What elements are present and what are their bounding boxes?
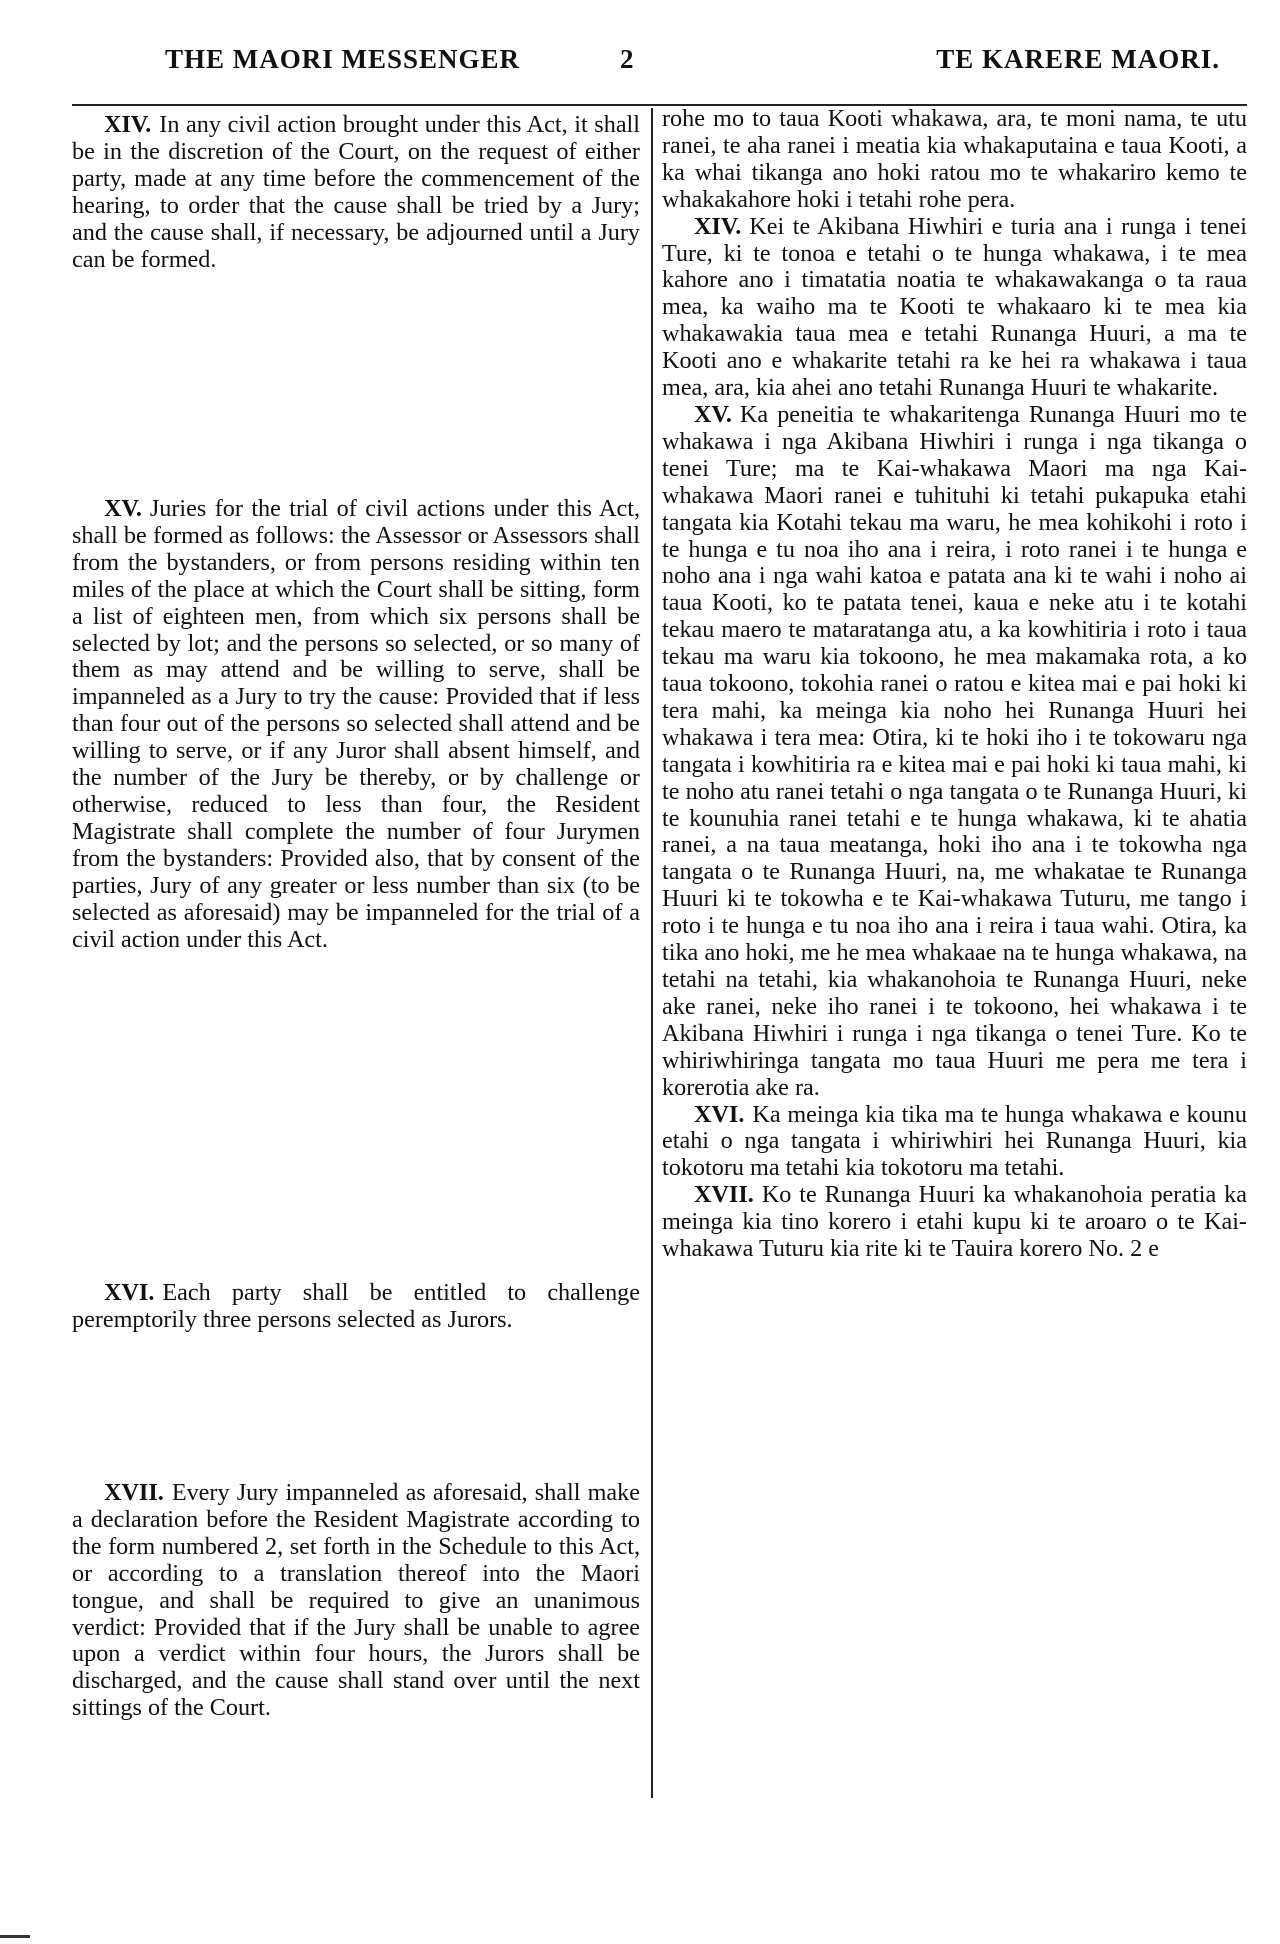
section-text: Every Jury impanneled as aforesaid, shall make a declaration before the Resident Magistrate according to the form numbered 2, set forth in the Schedule to this Act, or according to a translation thereof into the Maori tongue, and shall be required to give an unanimous verdict: Provided that if the Jury shall be unable to agree upon a verdict within four hours, the Jurors shall be discharged, and the cause shall stand over until the next sittings of the Court. xyxy=(72,1479,640,1722)
masthead-title-maori: TE KARERE MAORI. xyxy=(936,44,1220,74)
section-number: XVI. xyxy=(694,1100,745,1128)
masthead-title-english: THE MAORI MESSENGER xyxy=(165,44,521,74)
english-section-xvii xyxy=(72,1480,640,1722)
section-text: Ka meinga kia tika ma te hunga whakawa e kounu etahi o nga tangata i whiriwhiri hei Runanga Huuri, kia tokotoru ma tetahi kia tokotoru ma tetahi. xyxy=(662,1100,1247,1182)
maori-continuation: rohe mo to taua Kooti whakawa, ara, te moni nama, te utu ranei, te aha ranei i meatia kia whakaputaina e taua Kooti, a ka whai tikanga ano hoki ratou mo te whakariro kemo te whakakahore hoki i tetahi rohe pera. xyxy=(662,105,1247,213)
english-section-xvi xyxy=(72,1280,640,1334)
section-number: XIV. xyxy=(694,212,742,240)
section-text: Kei te Akibana Hiwhiri e turia ana i runga i tenei Ture, ki te tonoa e tetahi o te hunga whakawa, i te mea kahore ano i timatatia noatia te whakawakanga o ta raua mea, ka waiho ma te Kooti te whakaaro ki te mea kia whakawakia taua mea e tetahi Runanga Huuri, a ma te Kooti ano e whakarite tetahi ra ke hei ra whakawa i taua mea, ara, kia ahei ano tetahi Runanga Huuri te whakarite. xyxy=(662,212,1247,402)
section-number: XVII. xyxy=(104,1479,164,1506)
section-number: XV. xyxy=(104,495,142,522)
section-text: Juries for the trial of civil actions under this Act, shall be formed as follows: the Assessor or Assessors shall from the bystanders, or from persons residing within ten miles of the place at which the Court shall be sitting, form a list of eighteen men, from which six persons shall be selected by lot; and the persons so selected, or so many of them as may attend and be willing to serve, shall be impanneled as a Jury to try the cause: Provided that if less than four out of the persons so selected shall attend and be willing to serve, or if any Juror shall absent himself, and the number of the Jury be thereby, or by challenge or otherwise, reduced to less than four, the Resident Magistrate shall complete the number of four Jurymen from the bystanders: Provided also, that by consent of the parties, Jury of any greater or less number than six (to be selected as aforesaid) may be impanneled for the trial of a civil action under this Act. xyxy=(72,495,640,953)
section-text: Ka peneitia te whakaritenga Runanga Huuri mo te whakawa i nga Akibana Hiwhiri i runga i nga tikanga o tenei Ture; ma te Kai-whakawa Maori ma nga Kai-whakawa Maori ranei e tuhituhi ki tetahi pukapuka etahi tangata kia Kotahi tekau ma waru, he mea kohikohi i roto i te hunga e tu noa iho ana i reira, i roto ranei i te hunga e noho ana i nga wahi katoa e patata ana ki te wahi i noho ai taua Kooti, ko te patata tenei, kaua e neke atu i te kotahi tekau maero te mataratanga atu, a ka kowhitiria i roto i taua tekau ma waru kia tokoono, he mea makamaka rota, a ko taua tokoono, tokohia ranei o ratou e kitea mai e pai hoki ki tera mahi, ka meinga kia noho hei Runanga Huuri hei whakawa i tera mea: Otira, ki te hoki iho i te tokowaru nga tangata i kowhitiria ra e kitea mai e pai hoki ki taua mahi, ki te noho atu ranei tetahi o nga tangata o te Runanga Huuri, ki te kounuhia ranei tetahi e te hunga whakawa, ki te ahatia ranei, a na taua meatanga, hoki iho ana i te tokowha nga tangata o te Runanga Huuri, na, me whakatae te Runanga Huuri ki te tokowha e te Kai-whakawa Tuturu, me tango i roto i te hunga e tu noa iho ana i reira i taua wahi. Otira, ka tika ano hoki, me he mea whakaae na te hunga whakawa, na tetahi na tetahi, kia whakanohoia te Runanga Huuri, neke ake ranei, neke iho ranei i te tokoono, hei whakawa i te Akibana Hiwhiri i runga i nga tikanga o tenei Ture. Ko te whiriwhiringa tangata mo taua Huuri me pera me tera i korerotia ake ra. xyxy=(662,400,1247,1101)
column-divider xyxy=(651,108,653,1798)
english-section-xiv xyxy=(72,112,640,273)
section-number: XVI. xyxy=(104,1279,155,1306)
maori-section-xvi xyxy=(662,1102,1247,1183)
section-text: In any civil action brought under this Act, it shall be in the discretion of the Court, on the request of either party, made at any time before the commencement of the hearing, to order that the cause shall be tried by a Jury; and the cause shall, if necessary, be adjourned until a Jury can be formed. xyxy=(72,111,640,273)
maori-section-xv xyxy=(662,402,1247,1102)
masthead xyxy=(70,40,1245,80)
section-text: Ko te Runanga Huuri ka whakanohoia peratia ka meinga kia tino korero i etahi kupu ki te aroaro o te Kai-whakawa Tuturu kia rite ki te Tauira korero No. 2 e xyxy=(662,1181,1247,1263)
section-number: XIV. xyxy=(104,111,152,138)
maori-section-xiv xyxy=(662,214,1247,402)
maori-column xyxy=(662,106,1247,1263)
section-number: XVII. xyxy=(694,1181,754,1209)
english-section-xv xyxy=(72,496,640,953)
section-number: XV. xyxy=(694,400,732,428)
page-edge-mark xyxy=(0,1935,30,1938)
maori-section-xvii xyxy=(662,1182,1247,1263)
section-text: Each party shall be entitled to challenge peremptorily three persons selected as Jurors. xyxy=(72,1279,640,1333)
page-number: 2 xyxy=(620,44,635,74)
